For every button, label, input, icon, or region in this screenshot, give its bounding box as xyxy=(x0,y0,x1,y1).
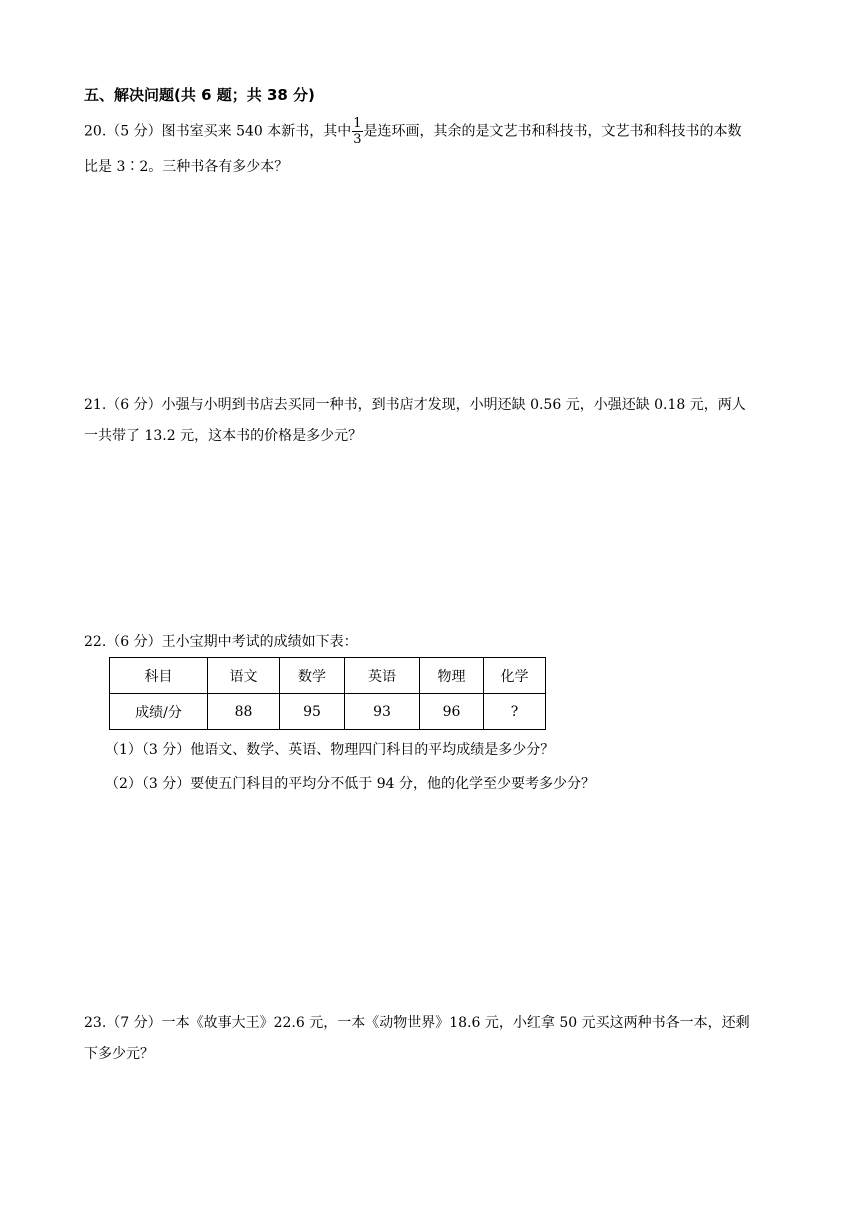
table-cell: 语文 xyxy=(208,658,280,694)
question-20-text-b: 是连环画，其余的是文艺书和科技书，文艺书和科技书的本数 xyxy=(363,123,742,140)
question-21-line-1: 21.（6 分）小强与小明到书店去买同一种书，到书店才发现，小明还缺 0.56 元，小强还缺 0.18 元，两人 xyxy=(84,397,746,413)
table-cell: 数学 xyxy=(280,658,345,694)
table-cell: 88 xyxy=(208,694,280,730)
question-23-line-1: 23.（7 分）一本《故事大王》22.6 元，一本《动物世界》18.6 元，小红拿 50 元买这两种书各一本，还剩 xyxy=(84,1015,750,1031)
section-heading: 五、解决问题(共 6 题；共 38 分) xyxy=(84,86,315,104)
table-cell: 96 xyxy=(420,694,484,730)
table-cell: 科目 xyxy=(110,658,208,694)
question-22-sub-1: （1）（3 分）他语文、数学、英语、物理四门科目的平均成绩是多少分？ xyxy=(105,742,555,758)
table-cell: 95 xyxy=(280,694,345,730)
score-table xyxy=(109,657,546,730)
question-22-line-1: 22.（6 分）王小宝期中考试的成绩如下表： xyxy=(84,634,358,650)
table-header-row xyxy=(110,658,546,694)
table-cell: 物理 xyxy=(420,658,484,694)
question-20-text-a: 20.（5 分）图书室买来 540 本新书，其中 xyxy=(84,123,352,140)
table-cell: 化学 xyxy=(484,658,546,694)
table-cell: 英语 xyxy=(345,658,420,694)
fraction-denominator: 3 xyxy=(353,132,362,147)
question-23-line-2: 下多少元？ xyxy=(84,1046,154,1062)
table-cell: 成绩/分 xyxy=(110,694,208,730)
question-22-sub-2: （2）（3 分）要使五门科目的平均分不低于 94 分，他的化学至少要考多少分？ xyxy=(105,776,595,792)
fraction-numerator: 1 xyxy=(353,116,362,131)
table-cell: ? xyxy=(484,694,546,730)
table-cell: 93 xyxy=(345,694,420,730)
question-20-line-2: 比是 3∶2。三种书各有多少本？ xyxy=(84,159,289,175)
fraction-one-third xyxy=(352,116,362,147)
question-20-line-1 xyxy=(84,116,742,147)
table-row xyxy=(110,694,546,730)
question-21-line-2: 一共带了 13.2 元，这本书的价格是多少元？ xyxy=(84,428,363,444)
